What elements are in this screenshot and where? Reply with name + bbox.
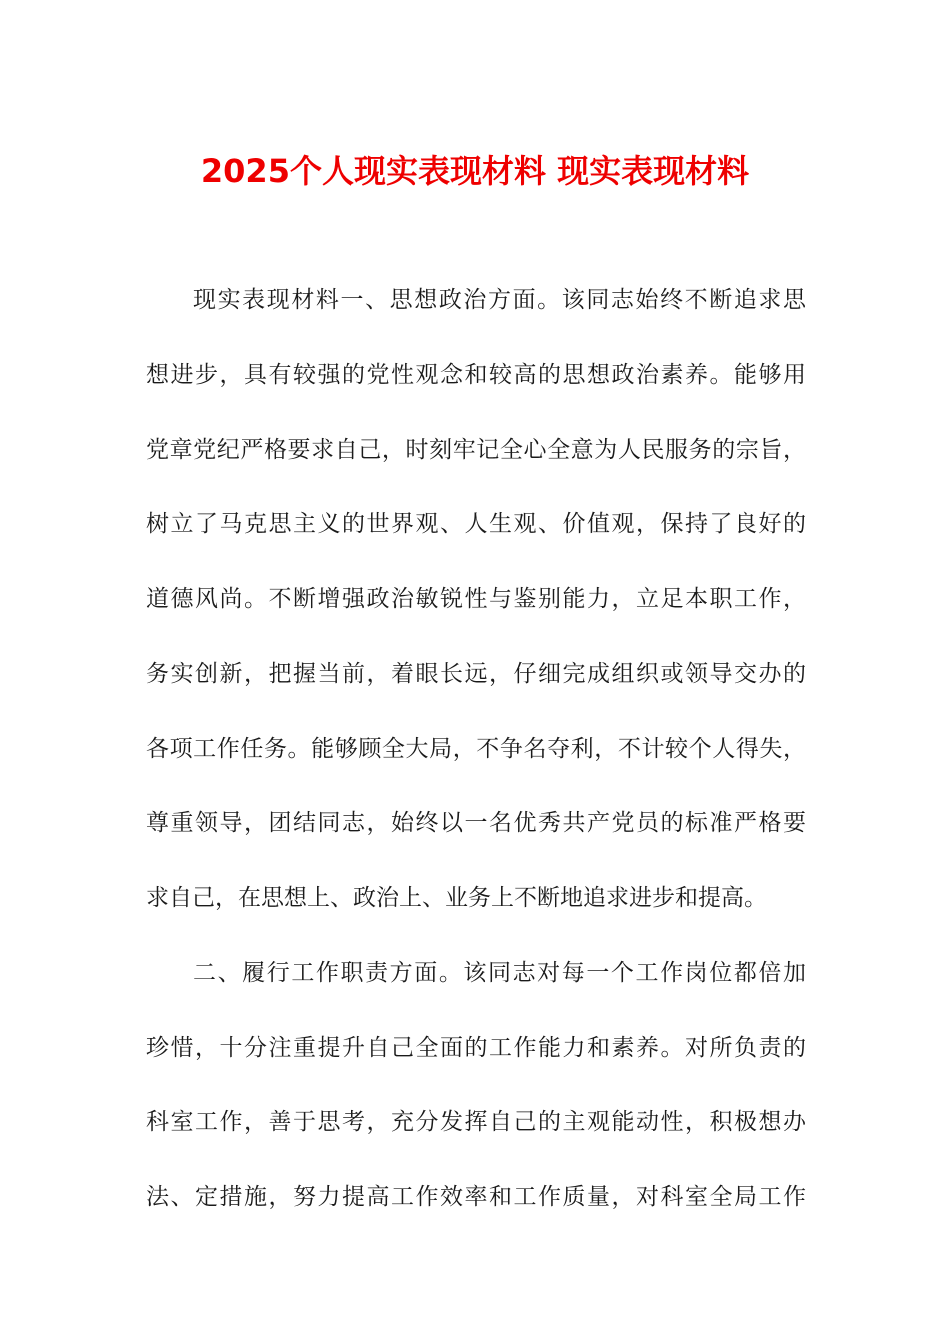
paragraph-2-line-4: 法、定措施，努力提高工作效率和工作质量，对科室全局工作 [146,1184,806,1210]
paragraph-1-line-4: 树立了马克思主义的世界观、人生观、价值观，保持了良好的 [146,511,806,537]
paragraph-1-line-9: 求自己，在思想上、政治上、业务上不断地追求进步和提高。 [146,885,767,911]
paragraph-2-line-2: 珍惜，十分注重提升自己全面的工作能力和素养。对所负责的 [146,1035,806,1061]
paragraph-1-line-2: 想进步，具有较强的党性观念和较高的思想政治素养。能够用 [146,362,806,388]
paragraph-1-line-6: 务实创新，把握当前，着眼长远，仔细完成组织或领导交办的 [146,661,806,687]
paragraph-1-line-1: 现实表现材料一、思想政治方面。该同志始终不断追求思 [193,287,806,313]
document-title: 2025个人现实表现材料 现实表现材料 [200,152,750,190]
paragraph-1-line-5: 道德风尚。不断增强政治敏锐性与鉴别能力，立足本职工作， [146,586,806,612]
paragraph-2-line-3: 科室工作，善于思考，充分发挥自己的主观能动性，积极想办 [146,1109,806,1135]
paragraph-2-line-1: 二、履行工作职责方面。该同志对每一个工作岗位都倍加 [193,960,806,986]
paragraph-1-line-7: 各项工作任务。能够顾全大局，不争名夺利，不计较个人得失， [146,736,806,762]
paragraph-1-line-8: 尊重领导，团结同志，始终以一名优秀共产党员的标准严格要 [146,810,806,836]
paragraph-1-line-3: 党章党纪严格要求自己，时刻牢记全心全意为人民服务的宗旨， [146,437,806,463]
